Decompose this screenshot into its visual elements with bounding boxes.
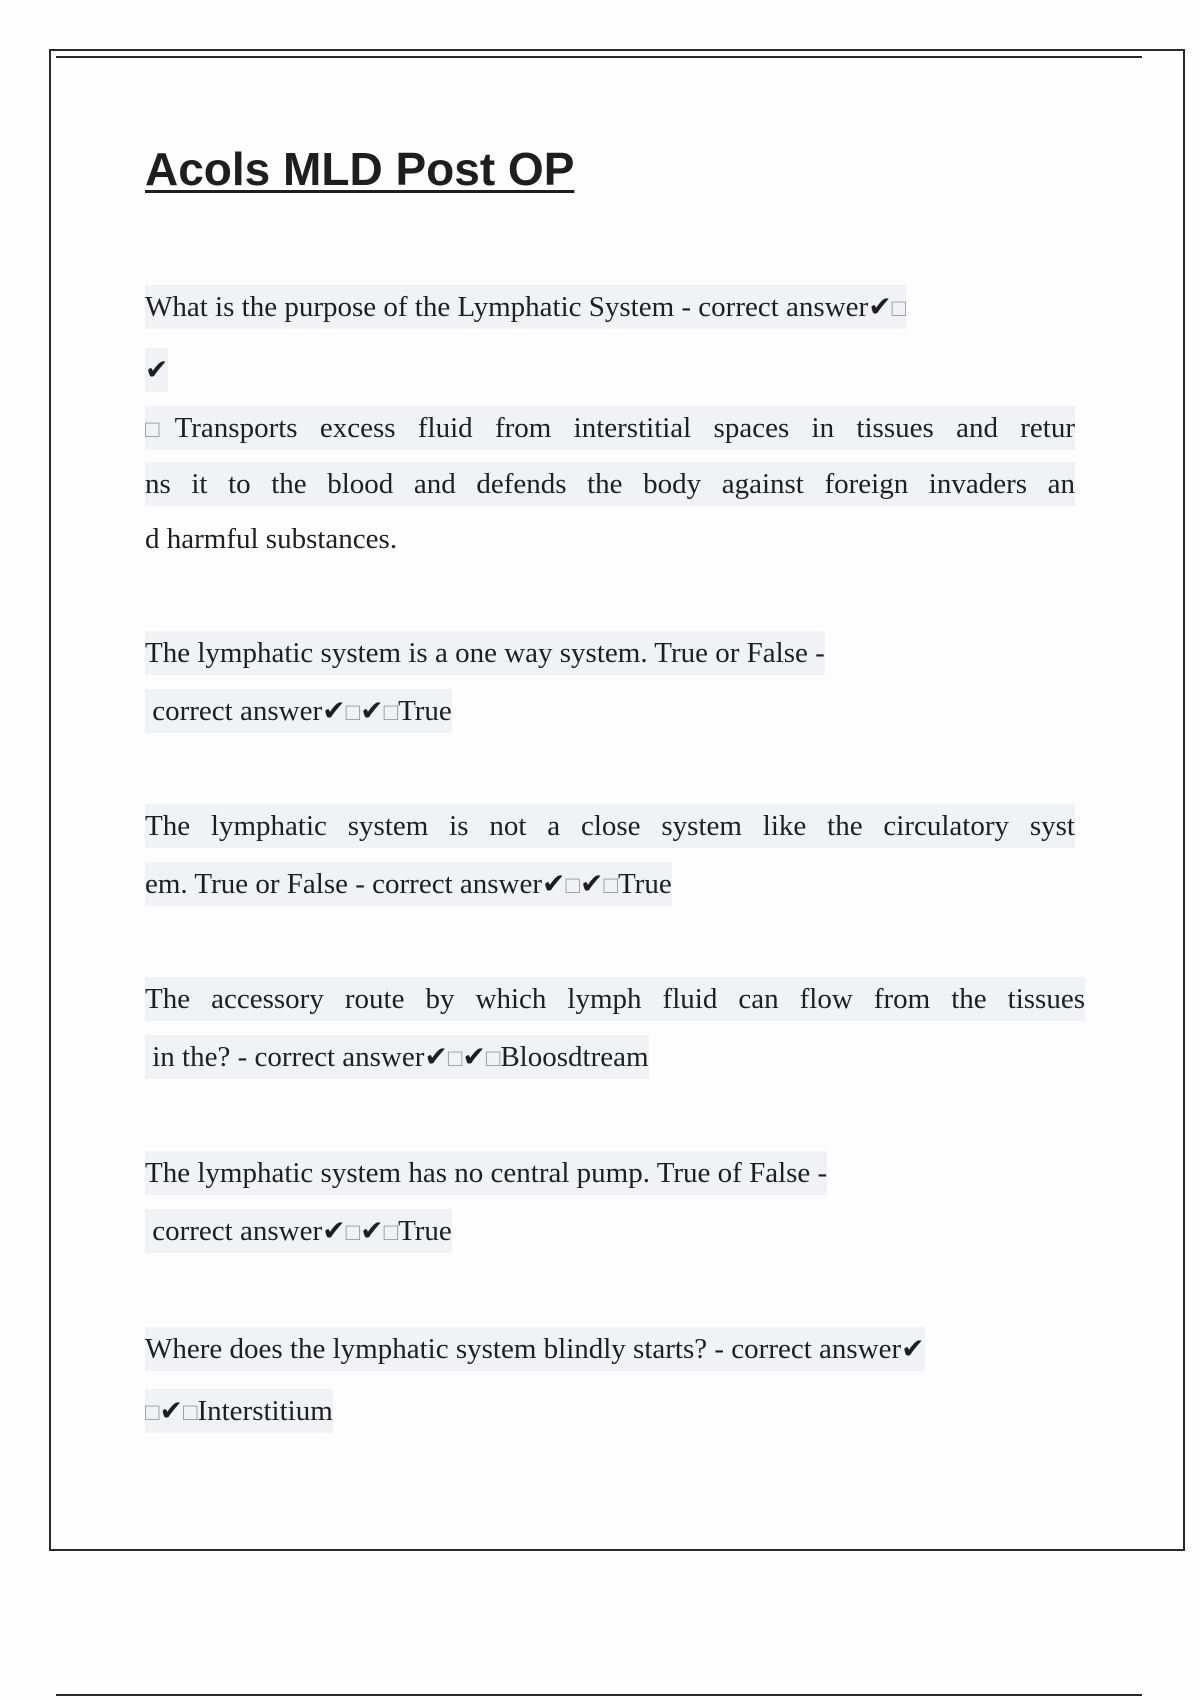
footer-rule (56, 1694, 1142, 1696)
checkmark-icon: ✔ (901, 1332, 925, 1365)
checkmark-icon: ✔ (145, 353, 169, 386)
answer-1-line-1 (145, 408, 1075, 450)
page-border (49, 49, 1185, 1551)
box-glyph-icon: □ (485, 1046, 501, 1072)
question-6-line-2 (145, 1391, 333, 1433)
box-glyph-icon: □ (565, 873, 580, 899)
box-glyph-icon: □ (145, 417, 175, 443)
checkmark-icon: ✔ (322, 1214, 346, 1247)
box-glyph-icon: □ (383, 700, 399, 726)
checkmark-icon: ✔ (424, 1040, 448, 1073)
document-title: Acols MLD Post OP (145, 143, 575, 195)
question-2-line-1 (145, 633, 825, 673)
question-3-line-1 (145, 806, 1075, 846)
box-glyph-icon: □ (145, 1400, 160, 1426)
box-glyph-icon: □ (891, 296, 907, 322)
question-1-text: What is the purpose of the Lymphatic System - correct answer (145, 291, 869, 323)
answer-1-line-3 (145, 519, 397, 559)
question-1-line-1 (145, 287, 906, 329)
question-2-text: The lymphatic system is a one way system. True or False - (145, 631, 825, 675)
checkmark-icon: ✔ (580, 867, 604, 900)
question-3-line-2 (145, 864, 672, 906)
question-2-answer: True (398, 695, 452, 727)
checkmark-icon: ✔ (159, 1394, 183, 1427)
checkmark-icon: ✔ (360, 694, 384, 727)
answer-1-text-1: Transports excess fluid from interstitial spaces in tissues and retur (174, 412, 1075, 444)
question-6-answer: Interstitium (197, 1395, 333, 1427)
question-3-answer-label: em. True or False - correct answer (145, 868, 543, 900)
question-2-answer-label: correct answer (152, 695, 323, 727)
checkmark-icon: ✔ (868, 290, 892, 323)
answer-1-text-2: ns it to the blood and defends the body against foreign invaders an (145, 462, 1075, 506)
question-1-line-2 (145, 350, 168, 390)
checkmark-icon: ✔ (542, 867, 566, 900)
box-glyph-icon: □ (345, 700, 361, 726)
question-3-text: The lymphatic system is not a close system like the circulatory syst (145, 804, 1075, 848)
question-6-line-1 (145, 1329, 925, 1369)
question-5-line-1 (145, 1153, 827, 1193)
checkmark-icon: ✔ (462, 1040, 486, 1073)
question-6-text: Where does the lymphatic system blindly starts? - correct answer (145, 1333, 902, 1365)
box-glyph-icon: □ (603, 873, 618, 899)
question-4-line-2 (145, 1037, 649, 1079)
box-glyph-icon: □ (447, 1046, 463, 1072)
box-glyph-icon: □ (345, 1220, 361, 1246)
question-4-answer: Bloosdtream (500, 1041, 649, 1073)
checkmark-icon: ✔ (322, 694, 346, 727)
box-glyph-icon: □ (182, 1400, 198, 1426)
question-5-answer-label: correct answer (152, 1215, 323, 1247)
question-2-line-2 (145, 691, 452, 733)
question-4-answer-label: in the? - correct answer (152, 1041, 425, 1073)
question-5-answer: True (398, 1215, 452, 1247)
question-5-text: The lymphatic system has no central pump. True of False - (145, 1151, 827, 1195)
answer-1-line-2 (145, 464, 1075, 504)
question-4-text: The accessory route by which lymph fluid can flow from the tissues (145, 977, 1085, 1021)
box-glyph-icon: □ (383, 1220, 399, 1246)
checkmark-icon: ✔ (360, 1214, 384, 1247)
question-4-line-1 (145, 979, 1085, 1019)
question-5-line-2 (145, 1211, 452, 1253)
question-3-answer: True (617, 868, 672, 900)
answer-1-text-3: d harmful substances. (145, 523, 398, 555)
header-rule (56, 56, 1142, 58)
